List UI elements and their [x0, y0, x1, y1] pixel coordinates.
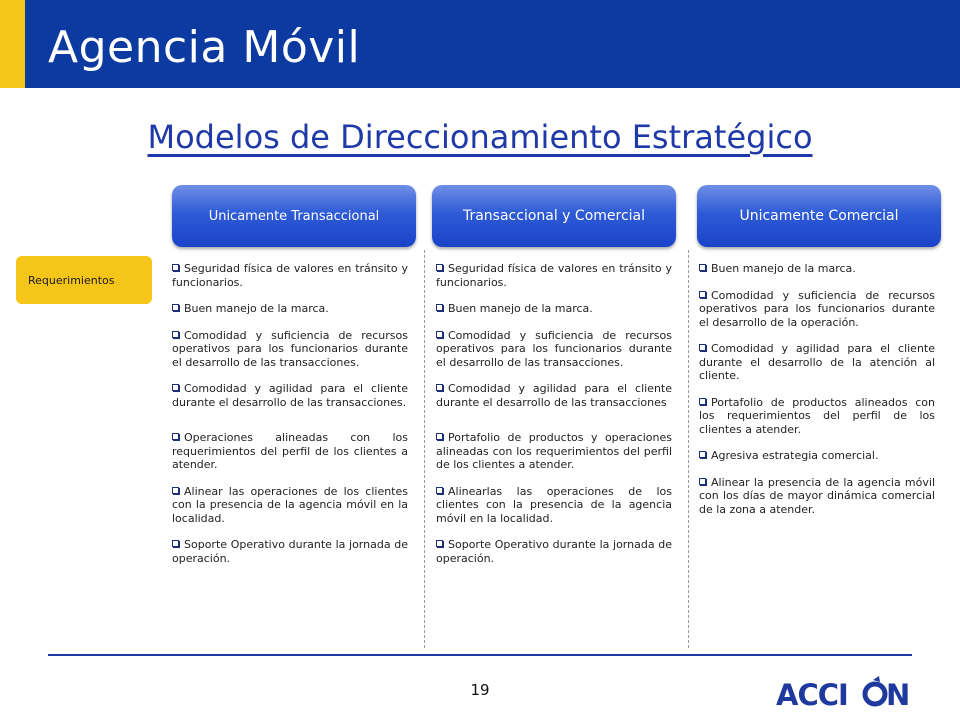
accion-logo — [774, 676, 914, 710]
list-item: Operaciones alineadas con los requerimientos del perfil de los clientes a atender. — [172, 431, 408, 471]
column-transaccional — [172, 262, 408, 578]
checkbox-bullet-icon — [436, 384, 443, 391]
checkbox-bullet-icon — [172, 331, 179, 338]
checkbox-bullet-icon — [436, 331, 443, 338]
column-header-transaccional-comercial: Transaccional y Comercial — [432, 185, 676, 247]
list-item: Comodidad y suficiencia de recursos operativos para los funcionarios durante el desarrollo de las transacciones. — [436, 328, 672, 369]
column-comercial — [699, 262, 935, 529]
list-item: Seguridad física de valores en tránsito y funcionarios. — [172, 262, 408, 289]
checkbox-bullet-icon — [699, 264, 706, 271]
svg-text:N: N — [886, 678, 911, 710]
list-item: Alinear las operaciones de los clientes con la presencia de la agencia móvil en la localidad. — [172, 484, 408, 525]
list-item: Soporte Operativo durante la jornada de operación. — [436, 538, 672, 565]
list-item: Alinearlas las operaciones de los clientes con la presencia de la agencia móvil en la localidad. — [436, 484, 672, 525]
list-item: Buen manejo de la marca. — [172, 302, 408, 316]
checkbox-bullet-icon — [172, 540, 179, 547]
checkbox-bullet-icon — [699, 451, 706, 458]
checkbox-bullet-icon — [172, 487, 179, 494]
list-item: Buen manejo de la marca. — [699, 262, 935, 276]
list-item: Buen manejo de la marca. — [436, 302, 672, 316]
checkbox-bullet-icon — [436, 264, 443, 271]
row-label-requerimientos: Requerimientos — [16, 256, 152, 304]
column-header-transaccional: Unicamente Transaccional — [172, 185, 416, 247]
checkbox-bullet-icon — [172, 433, 179, 440]
list-item: Seguridad física de valores en tránsito y funcionarios. — [436, 262, 672, 289]
checkbox-bullet-icon — [436, 487, 443, 494]
checkbox-bullet-icon — [699, 344, 706, 351]
slide-subtitle: Modelos de Direccionamiento Estratégico — [147, 118, 813, 156]
page-number: 19 — [470, 681, 490, 699]
checkbox-bullet-icon — [436, 304, 443, 311]
list-item: Comodidad y suficiencia de recursos operativos para los funcionarios durante el desarrollo de las transacciones. — [172, 328, 408, 369]
list-item: Soporte Operativo durante la jornada de operación. — [172, 538, 408, 565]
list-item: Comodidad y suficiencia de recursos operativos para los funcionarios durante el desarrollo de la operación. — [699, 288, 935, 329]
footer-divider — [48, 654, 912, 656]
list-item: Alinear la presencia de la agencia móvil con los días de mayor dinámica comercial de la zona a atender. — [699, 475, 935, 516]
checkbox-bullet-icon — [699, 398, 706, 405]
list-item: Comodidad y agilidad para el cliente durante el desarrollo de las transacciones — [436, 382, 672, 409]
svg-text:ACCI: ACCI — [776, 678, 848, 710]
page-title: Agencia Móvil — [48, 22, 361, 73]
list-item: Portafolio de productos alineados con los requerimientos del perfil de los clientes a atender. — [699, 395, 935, 436]
checkbox-bullet-icon — [436, 540, 443, 547]
column-divider — [688, 250, 689, 648]
checkbox-bullet-icon — [172, 384, 179, 391]
checkbox-bullet-icon — [699, 291, 706, 298]
list-item: Comodidad y agilidad para el cliente durante el desarrollo de las transacciones. — [172, 382, 408, 409]
checkbox-bullet-icon — [172, 304, 179, 311]
column-transaccional-comercial — [436, 262, 672, 578]
column-header-comercial: Unicamente Comercial — [697, 185, 941, 247]
column-divider — [424, 250, 425, 648]
list-item: Comodidad y agilidad para el cliente durante el desarrollo de la atención al cliente. — [699, 342, 935, 382]
checkbox-bullet-icon — [699, 478, 706, 485]
header-accent-bar — [0, 0, 25, 88]
checkbox-bullet-icon — [436, 433, 443, 440]
checkbox-bullet-icon — [172, 264, 179, 271]
list-item: Agresiva estrategia comercial. — [699, 449, 935, 463]
list-item: Portafolio de productos y operaciones alineadas con los requerimientos del perfil de los clientes a atender. — [436, 431, 672, 471]
